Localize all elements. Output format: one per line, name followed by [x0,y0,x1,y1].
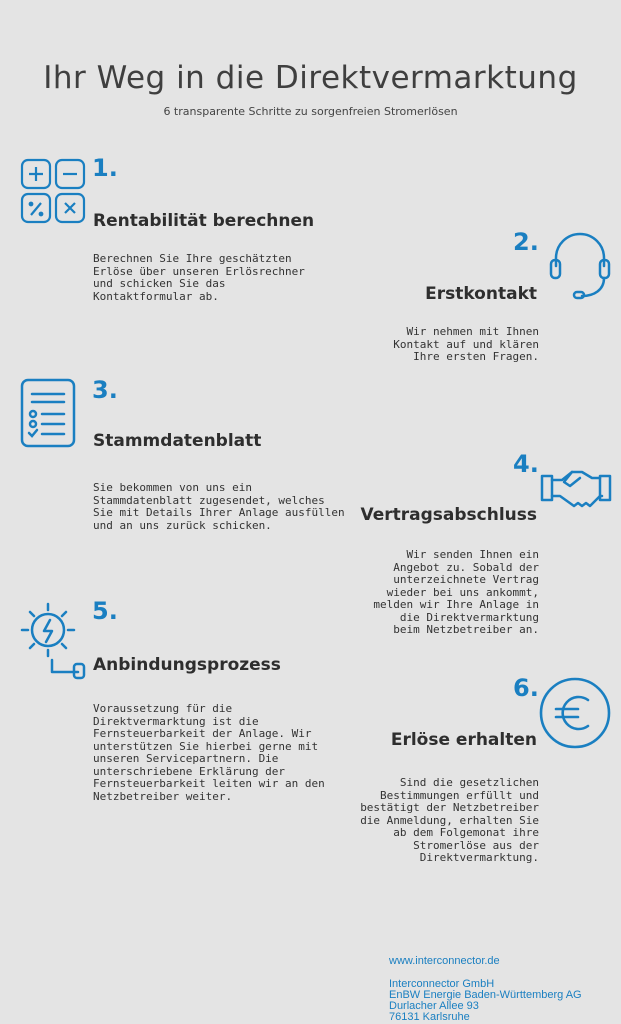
headset-icon [548,230,612,302]
website-link[interactable]: www.interconnector.de [389,955,500,967]
step-1-number: 1. [92,154,118,182]
step-1-text: Berechnen Sie Ihre geschätzten Erlöse über unseren Erlösrechner und schicken Sie das Kontaktformular ab. [93,252,305,303]
step-5-number: 5. [92,597,118,625]
page-subtitle: 6 transparente Schritte zu sorgenfreien Stromerlösen [163,105,458,118]
step-5-heading: Anbindungsprozess [93,655,281,675]
step-6-text: Sind die gesetzlichen Bestimmungen erfüllt und bestätigt der Netzbetreiber die Anmeldung, erhalten Sie ab dem Folgemonat ihre Stromerlöse aus der Direktvermarktung. [360,776,539,864]
checklist-icon [20,378,76,448]
step-2-number: 2. [513,228,539,256]
power-connection-icon [18,598,88,684]
step-3-text: Sie bekommen von uns ein Stammdatenblatt zugesendet, welches Sie mit Details Ihrer Anlage ausfüllen und an uns zurück schicken. [93,481,345,532]
step-4-text: Wir senden Ihnen ein Angebot zu. Sobald der unterzeichnete Vertrag wieder bei uns ankommt, melden wir Ihre Anlage in die Direktvermarktung beim Netzbetreiber an. [373,548,539,636]
step-2-heading: Erstkontakt [425,284,537,304]
step-1-heading: Rentabilität berechnen [93,211,315,231]
step-6-number: 6. [513,674,539,702]
step-4-number: 4. [513,450,539,478]
step-3-number: 3. [92,376,118,404]
step-3-heading: Stammdatenblatt [93,431,262,451]
page-title: Ihr Weg in die Direktvermarktung [43,60,578,96]
step-6-heading: Erlöse erhalten [390,730,537,750]
step-2-text: Wir nehmen mit Ihnen Kontakt auf und klären Ihre ersten Fragen. [393,325,539,363]
step-4-heading: Vertragsabschluss [360,505,537,525]
calculator-icon [20,158,88,226]
company-address: Interconnector GmbH EnBW Energie Baden-Württemberg AG Durlacher Allee 93 76131 Karlsruhe [389,978,582,1023]
step-5-text: Voraussetzung für die Direktvermarktung ist die Fernsteuerbarkeit der Anlage. Wir unterstützen Sie hierbei gerne mit unseren Servicepartnern. Die unterschriebene Erklärung der Fernsteuerbarkeit leiten wir an den Netzbetreiber weiter. [93,702,325,803]
euro-icon [538,676,612,750]
handshake-icon [540,466,612,510]
